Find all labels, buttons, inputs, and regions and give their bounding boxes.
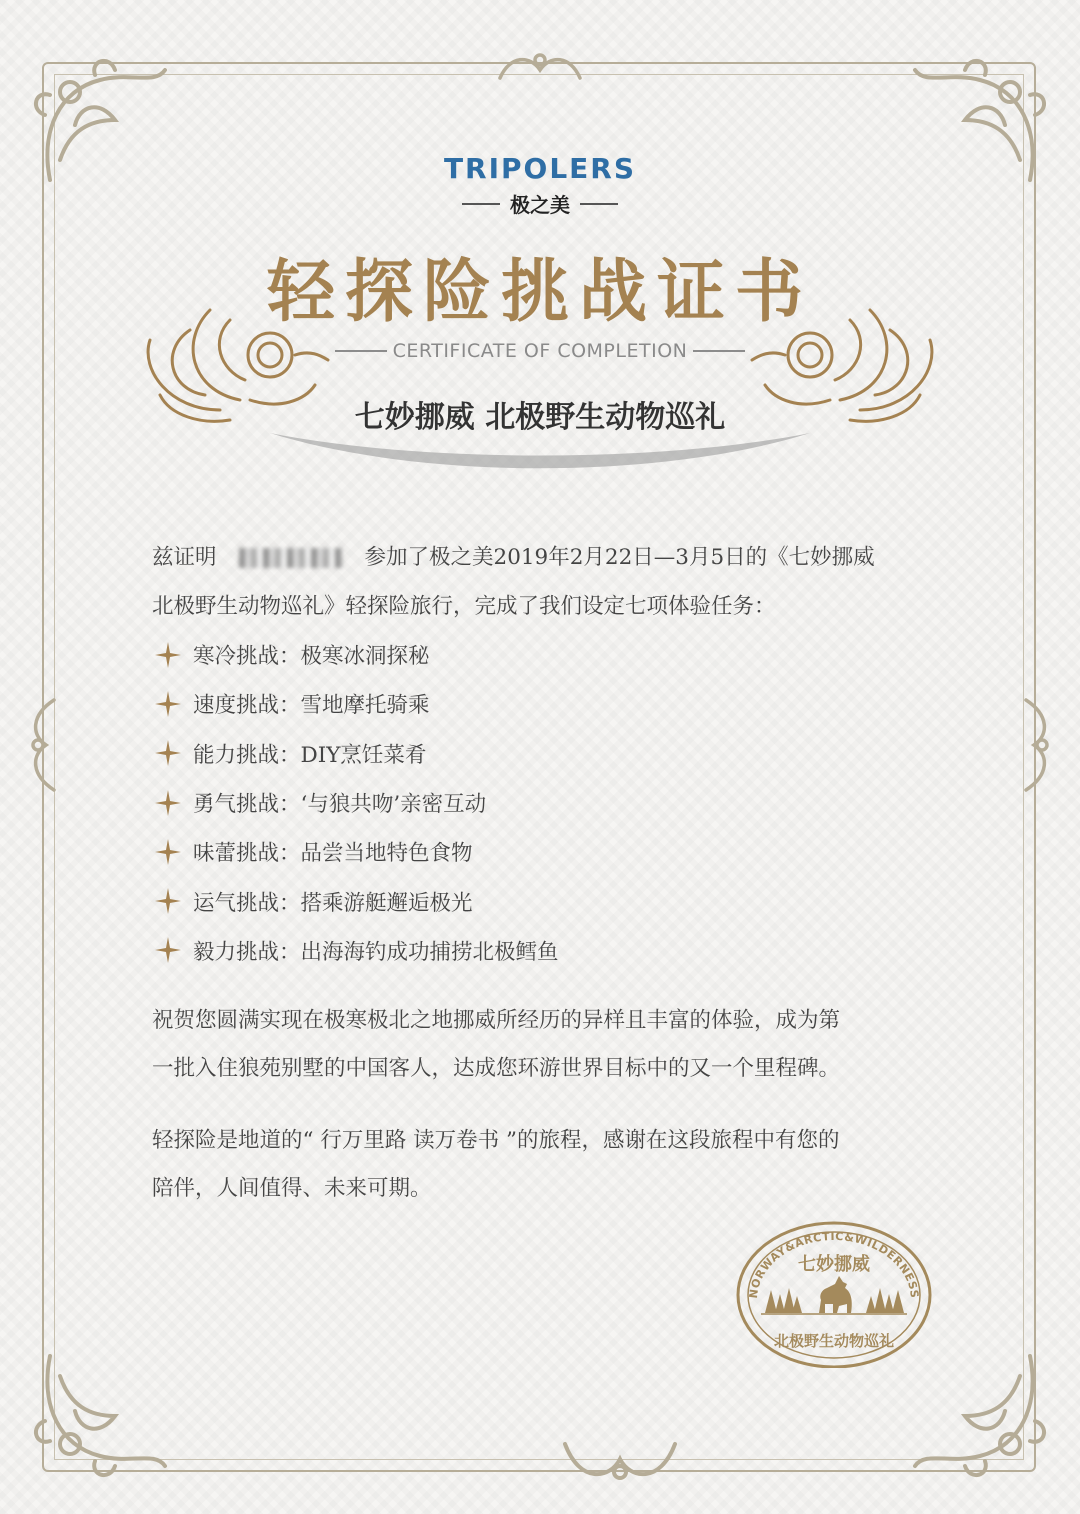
task-label: 味蕾挑战：品尝当地特色食物	[193, 841, 473, 867]
logo-divider-right	[580, 203, 618, 205]
top-edge-ornament	[490, 50, 590, 84]
bottom-edge-ornament	[555, 1434, 685, 1486]
stamp-top-text: 七妙挪威	[798, 1254, 870, 1275]
task-label: 速度挑战：雪地摩托骑乘	[193, 693, 430, 719]
list-item	[155, 827, 855, 876]
wolf-icon	[819, 1276, 852, 1313]
congrats-line-1: 祝贺您圆满实现在极寒极北之地挪威所经历的异样且丰富的体验，成为第	[152, 1008, 841, 1033]
star-icon	[155, 740, 181, 766]
star-icon	[155, 888, 181, 914]
trip-seal-stamp	[735, 1218, 933, 1368]
closing-line-1: 轻探险是地道的“ 行万里路 读万卷书 ”的旅程，感谢在这段旅程中有您的	[152, 1128, 840, 1153]
list-item	[155, 876, 855, 925]
stamp-bottom-text: 北极野生动物巡礼	[773, 1332, 895, 1350]
intro-prefix: 兹证明	[152, 545, 217, 570]
right-edge-ornament	[1018, 690, 1054, 800]
closing-line-2: 陪伴，人间值得、未来可期。	[152, 1176, 432, 1202]
list-item	[155, 778, 855, 827]
task-label: 寒冷挑战：极寒冰洞探秘	[193, 644, 430, 670]
star-icon	[155, 790, 181, 816]
star-icon	[155, 937, 181, 963]
left-edge-ornament	[26, 690, 62, 800]
subtitle-row	[335, 340, 745, 362]
list-item	[155, 630, 855, 679]
subtitle-divider-right	[693, 350, 745, 352]
intro-paragraph	[152, 533, 937, 631]
subtitle-divider-left	[335, 350, 387, 352]
star-icon	[155, 839, 181, 865]
star-icon	[155, 642, 181, 668]
brand-name-cn: 极之美	[510, 193, 570, 217]
certificate-subtitle: CERTIFICATE OF COMPLETION	[392, 340, 688, 362]
brand-logo	[0, 152, 1080, 218]
corner-ornament-bottom-left	[30, 1336, 180, 1486]
intro-text-b: 北极野生动物巡礼》轻探险旅行，完成了我们设定七项体验任务：	[152, 594, 776, 620]
task-list	[155, 630, 855, 975]
star-icon	[155, 691, 181, 717]
logo-divider-left	[462, 203, 500, 205]
congrats-line-2: 一批入住狼苑别墅的中国客人，达成您环游世界目标中的又一个里程碑。	[152, 1056, 841, 1082]
task-label: 勇气挑战：‘与狼共吻’亲密互动	[193, 792, 487, 818]
recipient-name-redacted	[239, 548, 343, 568]
list-item	[155, 926, 855, 975]
task-label: 运气挑战：搭乘游艇邂逅极光	[193, 890, 473, 916]
task-label: 能力挑战：DIY烹饪菜肴	[193, 742, 427, 768]
task-label: 毅力挑战：出海海钓成功捕捞北极鳕鱼	[193, 939, 559, 965]
congrats-paragraph	[152, 997, 937, 1094]
brand-name-en: TRIPOLERS	[443, 152, 637, 185]
stamp-ring-text: NORWAY&ARCTIC&WILDERNESS	[746, 1229, 922, 1300]
trip-title: 七妙挪威 北极野生动物巡礼	[354, 400, 726, 435]
closing-paragraph	[152, 1117, 937, 1214]
intro-text-a: 参加了极之美2019年2月22日—3月5日的《七妙挪威	[364, 545, 875, 570]
title-swoosh	[270, 425, 810, 475]
list-item	[155, 729, 855, 778]
list-item	[155, 679, 855, 728]
certificate-title: 轻探险挑战证书	[266, 253, 813, 332]
